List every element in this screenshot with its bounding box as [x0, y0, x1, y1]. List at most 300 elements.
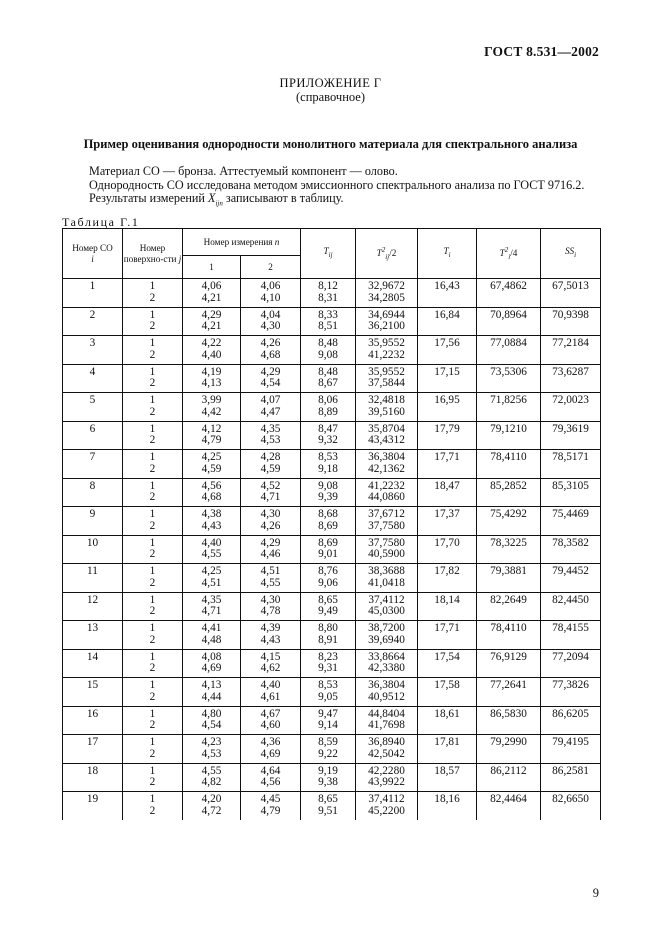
- cell-value: 2: [149, 291, 156, 304]
- header-t-i-squared: $T^2_i/4$: [477, 229, 541, 279]
- cell-value: 2: [149, 548, 156, 560]
- t-ij-cell: [301, 364, 356, 393]
- t-ij-squared-cell: [356, 393, 418, 422]
- cell-value: 18,16: [434, 793, 460, 805]
- surface-cell: [123, 421, 183, 450]
- cell-value: 70,9398: [552, 308, 589, 321]
- table-row: [63, 535, 601, 564]
- cell-value: 9,38: [318, 776, 338, 788]
- cell-value: 42,5042: [368, 747, 405, 760]
- t-i-cell: [418, 450, 477, 479]
- t-ij-squared-cell: [356, 564, 418, 593]
- table-row: [63, 735, 601, 764]
- cell-value: 78,5171: [552, 451, 589, 463]
- cell-value: 70,8964: [490, 308, 527, 321]
- table-row: [63, 706, 601, 735]
- cell-value: 14: [86, 650, 99, 663]
- cell-value: 4,12: [201, 422, 222, 435]
- cell-value: 18,61: [434, 707, 460, 720]
- cell-value: 2: [149, 804, 156, 817]
- paragraph-results: [89, 191, 344, 207]
- cell-value: 17,70: [434, 536, 460, 549]
- cell-value: 8,65: [318, 793, 338, 805]
- cell-value: 2: [149, 462, 156, 475]
- header-co-index: i: [91, 253, 94, 264]
- cell-value: 4,21: [201, 320, 222, 332]
- cell-value: 8,76: [318, 565, 338, 577]
- cell-value: 4,10: [260, 291, 281, 304]
- cell-value: 40,9512: [368, 690, 405, 703]
- cell-value: 10: [86, 536, 99, 549]
- cell-value: 9,47: [318, 707, 338, 720]
- measurement-2-cell: [241, 393, 301, 422]
- t-i-cell: [418, 678, 477, 707]
- t-ij-cell: [301, 706, 356, 735]
- measurement-1-cell: [183, 421, 241, 450]
- cell-value: 17,58: [434, 679, 460, 691]
- cell-value: 8,80: [318, 622, 338, 634]
- cell-value: 37,7580: [368, 536, 405, 549]
- surface-cell: [123, 478, 183, 507]
- cell-value: 4,26: [260, 519, 281, 532]
- cell-value: 78,3582: [552, 536, 589, 549]
- cell-value: 2: [149, 690, 156, 703]
- t-ij-cell: [301, 649, 356, 678]
- co-number-cell: [63, 649, 123, 678]
- cell-value: 4,15: [260, 650, 281, 663]
- cell-value: 43,9922: [368, 776, 405, 788]
- t-ij-cell: [301, 507, 356, 536]
- cell-value: 1: [149, 622, 156, 634]
- header-surface-index: j: [178, 253, 182, 264]
- cell-value: 77,2641: [490, 679, 527, 691]
- co-number-cell: [63, 763, 123, 792]
- cell-value: 4,55: [201, 548, 222, 560]
- cell-value: 4,61: [260, 690, 281, 703]
- cell-value: 32,4818: [368, 394, 405, 406]
- cell-value: 79,2990: [490, 736, 527, 748]
- cell-value: 67,5013: [552, 280, 589, 292]
- measurement-2-cell: [241, 279, 301, 308]
- cell-value: 1: [149, 308, 156, 321]
- measurement-2-cell: [241, 678, 301, 707]
- measurement-2-cell: [241, 336, 301, 365]
- cell-value: 16,43: [434, 280, 460, 292]
- cell-value: 9,08: [318, 479, 338, 492]
- cell-value: 35,9552: [368, 365, 405, 378]
- cell-value: 4,55: [201, 764, 222, 777]
- cell-value: 4,43: [201, 519, 222, 532]
- cell-value: 2: [149, 662, 156, 674]
- cell-value: 17,56: [434, 337, 460, 349]
- cell-value: 75,4292: [490, 508, 527, 520]
- ss-i-cell: [541, 364, 601, 393]
- cell-value: 11: [87, 565, 98, 577]
- cell-value: 2: [149, 605, 156, 617]
- cell-value: 4,40: [201, 536, 222, 549]
- t-ij-squared-cell: [356, 307, 418, 336]
- measurement-1-cell: [183, 450, 241, 479]
- co-number-cell: [63, 393, 123, 422]
- cell-value: 17,79: [434, 422, 460, 435]
- header-t-ij: $T_{ij}$: [301, 229, 356, 279]
- cell-value: 9,32: [318, 434, 338, 446]
- cell-value: 4,23: [201, 736, 222, 748]
- co-number-cell: [63, 735, 123, 764]
- cell-value: 42,2280: [368, 764, 405, 777]
- cell-value: 1: [149, 365, 156, 378]
- measurement-2-cell: [241, 364, 301, 393]
- cell-value: 9,49: [318, 605, 338, 617]
- cell-value: 4,44: [201, 690, 222, 703]
- ss-i-cell: [541, 621, 601, 650]
- cell-value: 9,05: [318, 690, 338, 703]
- t-ij-squared-cell: [356, 592, 418, 621]
- t-ij-squared-cell: [356, 621, 418, 650]
- t-ij-cell: [301, 763, 356, 792]
- cell-value: 4,64: [260, 764, 281, 777]
- cell-value: 38,7200: [368, 622, 405, 634]
- cell-value: 18,47: [434, 479, 460, 492]
- cell-value: 6: [89, 422, 96, 435]
- t-i-squared-cell: [477, 279, 541, 308]
- t-i-squared-cell: [477, 706, 541, 735]
- cell-value: 86,5830: [490, 707, 527, 720]
- cell-value: 4,53: [260, 434, 281, 446]
- cell-value: 86,2581: [552, 764, 589, 777]
- cell-value: 4,54: [201, 719, 222, 731]
- t-i-cell: [418, 649, 477, 678]
- cell-value: 1: [149, 479, 156, 492]
- cell-value: 82,2649: [490, 593, 527, 606]
- cell-value: 8,23: [318, 650, 338, 663]
- cell-value: 8,31: [318, 291, 338, 304]
- t-i-squared-cell: [477, 507, 541, 536]
- surface-cell: [123, 507, 183, 536]
- cell-value: 8,51: [318, 320, 338, 332]
- cell-value: 9,06: [318, 576, 338, 589]
- cell-value: 38,3688: [368, 565, 405, 577]
- cell-value: 4,68: [201, 491, 222, 503]
- cell-value: 32,9672: [368, 280, 405, 292]
- paragraph-results-after: записывают в таблицу.: [222, 191, 344, 205]
- paragraph-results-before: Результаты измерений: [89, 191, 208, 205]
- header-measurement-group: Номер измерения n: [183, 229, 301, 256]
- table-row: [63, 421, 601, 450]
- cell-value: 8,12: [318, 280, 338, 292]
- ss-i-cell: [541, 507, 601, 536]
- cell-value: 37,4112: [368, 593, 405, 606]
- cell-value: 8,89: [318, 405, 338, 418]
- surface-cell: [123, 621, 183, 650]
- t-i-cell: [418, 706, 477, 735]
- cell-value: 2: [149, 747, 156, 760]
- cell-value: 42,1362: [368, 462, 405, 475]
- t-ij-cell: [301, 421, 356, 450]
- cell-value: 41,2232: [368, 348, 405, 361]
- cell-value: 4,46: [260, 548, 281, 560]
- cell-value: 8,47: [318, 422, 338, 435]
- cell-value: 75,4469: [552, 508, 589, 520]
- cell-value: 4,19: [201, 365, 222, 378]
- cell-value: 4: [89, 365, 96, 378]
- table-row: [63, 364, 601, 393]
- cell-value: 8,69: [318, 519, 338, 532]
- t-i-squared-cell: [477, 307, 541, 336]
- cell-value: 8,48: [318, 365, 338, 378]
- page-number: 9: [592, 886, 599, 900]
- cell-value: 78,3225: [490, 536, 527, 549]
- cell-value: 4,71: [201, 605, 222, 617]
- cell-value: 4,35: [201, 593, 222, 606]
- measurement-1-cell: [183, 307, 241, 336]
- measurement-2-cell: [241, 478, 301, 507]
- cell-value: 8,48: [318, 337, 338, 349]
- measurement-1-cell: [183, 763, 241, 792]
- cell-value: 37,6712: [368, 508, 405, 520]
- surface-cell: [123, 678, 183, 707]
- t-i-squared-cell: [477, 678, 541, 707]
- ss-i-cell: [541, 678, 601, 707]
- measurement-1-cell: [183, 792, 241, 820]
- cell-value: 36,8940: [368, 736, 405, 748]
- cell-value: 1: [149, 565, 156, 577]
- t-ij-cell: [301, 735, 356, 764]
- paragraph-method: Однородность СО исследована методом эмиссионного спектрального анализа по ГОСТ 9716.2.: [89, 178, 585, 192]
- cell-value: 41,2232: [368, 479, 405, 492]
- t-ij-squared-cell: [356, 792, 418, 820]
- cell-value: 40,5900: [368, 548, 405, 560]
- cell-value: 18,57: [434, 764, 460, 777]
- measurement-2-cell: [241, 307, 301, 336]
- cell-value: 9,08: [318, 348, 338, 361]
- cell-value: 4,22: [201, 337, 222, 349]
- symbol-x-sub: ijn: [215, 199, 223, 208]
- t-ij-squared-cell: [356, 706, 418, 735]
- surface-cell: [123, 564, 183, 593]
- t-i-cell: [418, 564, 477, 593]
- t-i-cell: [418, 763, 477, 792]
- ss-i-cell: [541, 792, 601, 820]
- ss-i-cell: [541, 450, 601, 479]
- table-row: [63, 564, 601, 593]
- cell-value: 33,8664: [368, 650, 405, 663]
- surface-cell: [123, 735, 183, 764]
- t-i-cell: [418, 279, 477, 308]
- table-row: [63, 307, 601, 336]
- cell-value: 4,26: [260, 337, 281, 349]
- cell-value: 79,4195: [552, 736, 589, 748]
- cell-value: 9,19: [318, 764, 338, 777]
- cell-value: 39,6940: [368, 633, 405, 646]
- cell-value: 17,71: [434, 622, 460, 634]
- cell-value: 17,82: [434, 565, 460, 577]
- cell-value: 4,35: [260, 422, 281, 435]
- t-ij-squared-cell: [356, 450, 418, 479]
- cell-value: 4,59: [260, 462, 281, 475]
- cell-value: 4,42: [201, 405, 222, 418]
- cell-value: 8,91: [318, 633, 338, 646]
- table-row: [63, 649, 601, 678]
- cell-value: 16,84: [434, 308, 460, 321]
- cell-value: 1: [149, 508, 156, 520]
- t-ij-squared-cell: [356, 478, 418, 507]
- co-number-cell: [63, 478, 123, 507]
- co-number-cell: [63, 279, 123, 308]
- cell-value: 17,54: [434, 650, 460, 663]
- cell-value: 37,4112: [368, 793, 405, 805]
- cell-value: 4,43: [260, 633, 281, 646]
- cell-value: 37,5844: [368, 377, 405, 389]
- t-ij-cell: [301, 621, 356, 650]
- t-ij-cell: [301, 678, 356, 707]
- cell-value: 86,2112: [490, 764, 527, 777]
- cell-value: 4,40: [201, 348, 222, 361]
- t-ij-squared-cell: [356, 678, 418, 707]
- cell-value: 4,78: [260, 605, 281, 617]
- t-ij-squared-cell: [356, 649, 418, 678]
- co-number-cell: [63, 792, 123, 820]
- t-ij-cell: [301, 592, 356, 621]
- cell-value: 4,13: [201, 679, 222, 691]
- cell-value: 79,4452: [552, 565, 589, 577]
- ss-i-cell: [541, 478, 601, 507]
- cell-value: 1: [149, 422, 156, 435]
- cell-value: 19: [86, 793, 99, 805]
- cell-value: 4,20: [201, 793, 222, 805]
- cell-value: 4,60: [260, 719, 281, 731]
- measurement-1-cell: [183, 393, 241, 422]
- co-number-cell: [63, 678, 123, 707]
- co-number-cell: [63, 706, 123, 735]
- cell-value: 2: [149, 576, 156, 589]
- table-row: [63, 763, 601, 792]
- appendix-title: ПРИЛОЖЕНИЕ Г: [279, 76, 382, 90]
- t-ij-cell: [301, 535, 356, 564]
- co-number-cell: [63, 364, 123, 393]
- cell-value: 4,82: [201, 776, 222, 788]
- header-t-i: $T_i$: [418, 229, 477, 279]
- t-ij-cell: [301, 307, 356, 336]
- cell-value: 8,06: [318, 394, 338, 406]
- cell-value: 41,0418: [368, 576, 405, 589]
- ss-i-cell: [541, 307, 601, 336]
- surface-cell: [123, 706, 183, 735]
- cell-value: 36,3804: [368, 451, 405, 463]
- cell-value: 4,28: [260, 451, 281, 463]
- cell-value: 4,39: [260, 622, 281, 634]
- cell-value: 42,3380: [368, 662, 405, 674]
- measurement-2-cell: [241, 621, 301, 650]
- measurement-2-cell: [241, 792, 301, 820]
- cell-value: 1: [149, 280, 156, 292]
- header-measurement-2: 2: [241, 256, 301, 279]
- cell-value: 77,3826: [552, 679, 589, 691]
- header-co-number: Номер СО i: [63, 229, 123, 279]
- surface-cell: [123, 792, 183, 820]
- cell-value: 2: [89, 308, 96, 321]
- co-number-cell: [63, 307, 123, 336]
- cell-value: 16,95: [434, 394, 460, 406]
- cell-value: 72,0023: [552, 394, 589, 406]
- ss-i-cell: [541, 706, 601, 735]
- cell-value: 16: [86, 707, 99, 720]
- cell-value: 18: [86, 764, 99, 777]
- surface-cell: [123, 393, 183, 422]
- cell-value: 71,8256: [490, 394, 527, 406]
- cell-value: 17,71: [434, 451, 460, 463]
- ss-i-cell: [541, 336, 601, 365]
- t-ij-squared-cell: [356, 279, 418, 308]
- cell-value: 43,4312: [368, 434, 405, 446]
- cell-value: 85,2852: [490, 479, 527, 492]
- t-i-squared-cell: [477, 393, 541, 422]
- cell-value: 36,2100: [368, 320, 405, 332]
- header-surface-number: Номер поверхно-сти j: [123, 229, 183, 279]
- t-ij-cell: [301, 450, 356, 479]
- table-label: Таблица Г.1: [62, 215, 140, 229]
- cell-value: 1: [149, 337, 156, 349]
- surface-cell: [123, 763, 183, 792]
- ss-i-cell: [541, 592, 601, 621]
- cell-value: 9,31: [318, 662, 338, 674]
- cell-value: 4,06: [260, 280, 281, 292]
- cell-value: 4,21: [201, 291, 222, 304]
- ss-i-cell: [541, 279, 601, 308]
- measurement-2-cell: [241, 421, 301, 450]
- cell-value: 4,13: [201, 377, 222, 389]
- surface-cell: [123, 450, 183, 479]
- cell-value: 9,14: [318, 719, 338, 731]
- cell-value: 17,37: [434, 508, 460, 520]
- measurement-1-cell: [183, 364, 241, 393]
- surface-cell: [123, 307, 183, 336]
- co-number-cell: [63, 507, 123, 536]
- cell-value: 44,0860: [368, 491, 405, 503]
- t-ij-squared-cell: [356, 763, 418, 792]
- surface-cell: [123, 336, 183, 365]
- cell-value: 1: [149, 707, 156, 720]
- cell-value: 4,38: [201, 508, 222, 520]
- cell-value: 1: [149, 650, 156, 663]
- header-ss-i: $SS_i$: [541, 229, 601, 279]
- cell-value: 17: [86, 736, 99, 748]
- co-number-cell: [63, 450, 123, 479]
- cell-value: 2: [149, 633, 156, 646]
- cell-value: 39,5160: [368, 405, 405, 418]
- measurement-2-cell: [241, 507, 301, 536]
- cell-value: 1: [89, 280, 96, 292]
- cell-value: 4,80: [201, 707, 222, 720]
- cell-value: 2: [149, 776, 156, 788]
- cell-value: 4,67: [260, 707, 281, 720]
- cell-value: 41,7698: [368, 719, 405, 731]
- t-i-squared-cell: [477, 649, 541, 678]
- ss-i-cell: [541, 564, 601, 593]
- cell-value: 4,52: [260, 479, 281, 492]
- cell-value: 35,8704: [368, 422, 405, 435]
- section-title: Пример оценивания однородности монолитного материала для спектрального анализа: [83, 137, 578, 151]
- cell-value: 18,14: [434, 593, 460, 606]
- t-i-squared-cell: [477, 792, 541, 820]
- table-row: [63, 393, 601, 422]
- t-i-cell: [418, 421, 477, 450]
- cell-value: 1: [149, 764, 156, 777]
- cell-value: 4,51: [260, 565, 281, 577]
- cell-value: 37,7580: [368, 519, 405, 532]
- measurement-1-cell: [183, 592, 241, 621]
- cell-value: 2: [149, 348, 156, 361]
